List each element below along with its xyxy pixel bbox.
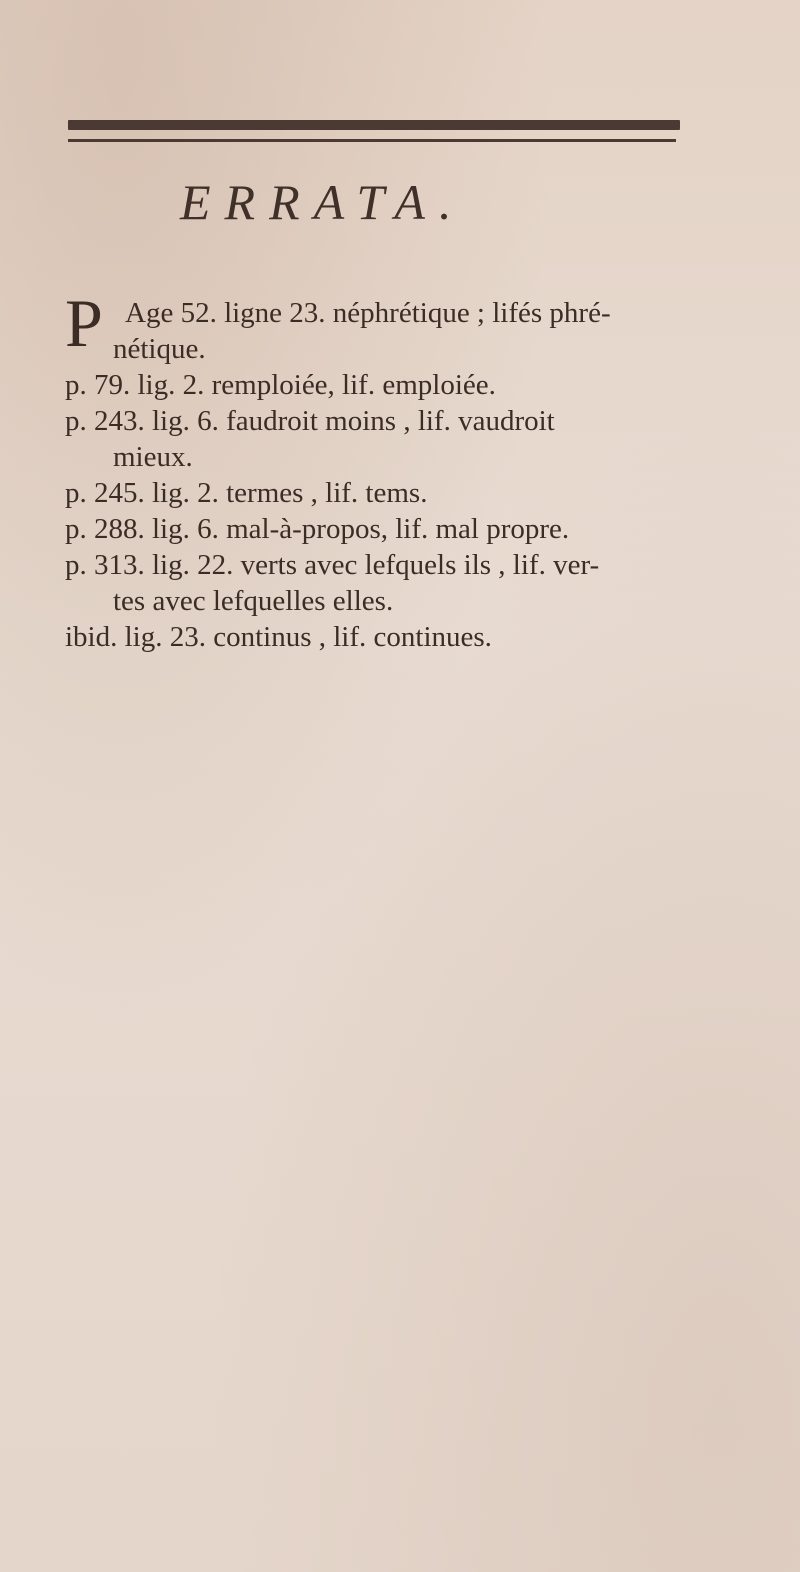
errata-continuation: mieux. [113, 441, 193, 473]
drop-cap: P [65, 285, 103, 361]
errata-entry: ibid. lig. 23. continus , lif. continues. [65, 621, 492, 653]
top-rule-thick [68, 120, 680, 130]
errata-entry: p. 245. lig. 2. termes , lif. tems. [65, 477, 428, 509]
errata-entry: p. 288. lig. 6. mal-à-propos, lif. mal propre. [65, 513, 570, 545]
errata-title: ERRATA. [180, 174, 466, 230]
errata-entry: p. 79. lig. 2. remploiée, lif. emploiée. [65, 369, 496, 401]
errata-entry: p. 243. lig. 6. faudroit moins , lif. vaudroit [65, 405, 555, 437]
top-rule-thin [68, 139, 676, 142]
errata-list [65, 285, 755, 655]
errata-continuation: nétique. [113, 333, 206, 365]
errata-continuation: tes avec lefquelles elles. [113, 585, 394, 617]
errata-entry: p. 313. lig. 22. verts avec lefquels ils , lif. ver- [65, 549, 600, 581]
errata-line: Age 52. ligne 23. néphrétique ; lifés phré- [125, 297, 611, 329]
